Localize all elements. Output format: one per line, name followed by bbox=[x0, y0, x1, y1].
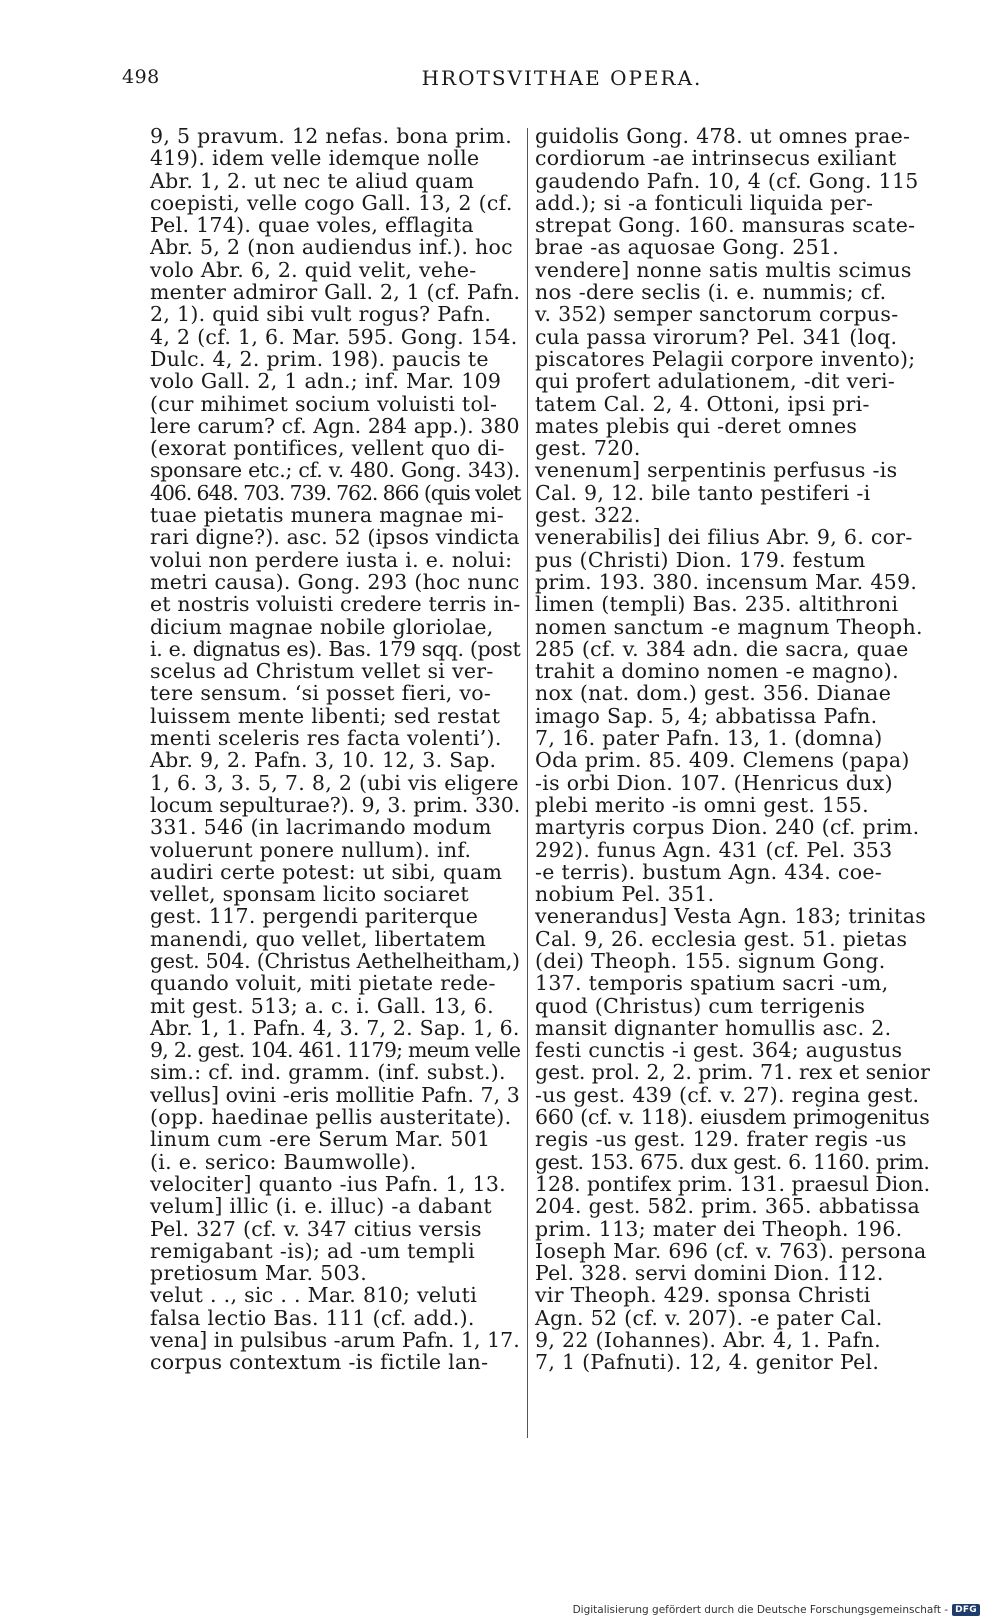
left-column-line: locum sepulturae?). 9, 3. prim. 330. bbox=[150, 792, 521, 817]
left-column-line: coepisti, velle cogo Gall. 13, 2 (cf. bbox=[150, 190, 513, 215]
right-column-line: 660 (cf. v. 118). eiusdem primogenitus bbox=[535, 1105, 930, 1130]
left-column-line: vellet, sponsam licito sociaret bbox=[150, 882, 469, 907]
dfg-logo: DFG bbox=[952, 1604, 980, 1616]
right-column-line: piscatores Pelagii corpore invento); bbox=[535, 346, 916, 371]
left-column-line: audiri certe potest: ut sibi, quam bbox=[150, 859, 503, 884]
left-column-line: Abr. 9, 2. Pafn. 3, 10. 12, 3. Sap. bbox=[150, 748, 497, 773]
left-column-line: (cur mihimet socium voluisti tol- bbox=[150, 391, 498, 416]
left-column-line: (opp. haedinae pellis austeritate). bbox=[150, 1105, 512, 1130]
right-column-line: strepat Gong. 160. mansuras scate- bbox=[535, 213, 916, 238]
right-column-line: 292). funus Agn. 431 (cf. Pel. 353 bbox=[535, 837, 893, 862]
left-column-line: remigabant -is); ad -um templi bbox=[150, 1238, 475, 1263]
left-column-line: 406. 648. 703. 739. 762. 866 (quis volet bbox=[150, 480, 521, 505]
left-column bbox=[150, 125, 520, 1374]
right-column-line: add.); si -a fonticuli liquida per- bbox=[535, 190, 874, 215]
right-column-line: mansit dignanter homullis asc. 2. bbox=[535, 1015, 892, 1040]
left-column-line: Abr. 5, 2 (non audiendus inf.). hoc bbox=[150, 235, 513, 260]
left-column-line: dicium magnae nobile gloriolae, bbox=[150, 614, 494, 639]
left-column-line: mit gest. 513; a. c. i. Gall. 13, 6. bbox=[150, 993, 494, 1018]
right-column-line: Agn. 52 (cf. v. 207). -e pater Cal. bbox=[535, 1305, 883, 1330]
right-column-line: limen (templi) Bas. 235. altithroni bbox=[535, 592, 899, 617]
left-column-line: velociter] quanto -ius Pafn. 1, 13. bbox=[150, 1171, 506, 1196]
left-column-line: Pel. 174). quae voles, efflagita bbox=[150, 213, 474, 238]
right-column-line: v. 352) semper sanctorum corpus- bbox=[535, 302, 899, 327]
left-column-line: 331. 546 (in lacrimando modum bbox=[150, 815, 492, 840]
right-column-line: festi cunctis -i gest. 364; augustus bbox=[535, 1038, 903, 1063]
right-column-line: gest. 153. 675. dux gest. 6. 1160. prim. bbox=[535, 1149, 930, 1174]
right-column-line: 7, 1 (Pafnuti). 12, 4. genitor Pel. bbox=[535, 1350, 880, 1375]
left-column-line: i. e. dignatus es). Bas. 179 sqq. (post bbox=[150, 636, 521, 661]
left-column-line: 2, 1). quid sibi vult rogus? Pafn. bbox=[150, 302, 492, 327]
left-column-line: Abr. 1, 2. ut nec te aliud quam bbox=[150, 168, 475, 193]
right-column-line: prim. 193. 380. incensum Mar. 459. bbox=[535, 569, 918, 594]
right-column-line: vendere] nonne satis multis scimus bbox=[535, 257, 912, 282]
left-column-line: volo Gall. 2, 1 adn.; inf. Mar. 109 bbox=[150, 369, 502, 394]
page-number: 498 bbox=[122, 66, 160, 88]
page-header bbox=[122, 62, 922, 102]
left-column-line: linum cum -ere Serum Mar. 501 bbox=[150, 1127, 491, 1152]
column-divider bbox=[527, 128, 528, 1438]
left-column-line: falsa lectio Bas. 111 (cf. add.). bbox=[150, 1305, 475, 1330]
right-column-line: venerabilis] dei filius Abr. 9, 6. cor- bbox=[535, 525, 913, 550]
right-column-line: 7, 16. pater Pafn. 13, 1. (domna) bbox=[535, 726, 883, 751]
left-column-line: lere carum? cf. Agn. 284 app.). 380 bbox=[150, 413, 520, 438]
right-column-line: venenum] serpentinis perfusus -is bbox=[535, 458, 898, 483]
right-column-line: nox (nat. dom.) gest. 356. Dianae bbox=[535, 681, 892, 706]
right-column-line: martyris corpus Dion. 240 (cf. prim. bbox=[535, 815, 920, 840]
right-column-line: gest. 720. bbox=[535, 436, 641, 461]
left-column-line: 4, 2 (cf. 1, 6. Mar. 595. Gong. 154. bbox=[150, 324, 518, 349]
left-column-line: Dulc. 4, 2. prim. 198). paucis te bbox=[150, 346, 489, 371]
right-column-line: plebi merito -is omni gest. 155. bbox=[535, 792, 869, 817]
left-column-line: pretiosum Mar. 503. bbox=[150, 1261, 368, 1286]
right-column-line: Cal. 9, 26. ecclesia gest. 51. pietas bbox=[535, 926, 908, 951]
right-column-line: Cal. 9, 12. bile tanto pestiferi -i bbox=[535, 480, 871, 505]
running-title: HROTSVITHAE OPERA. bbox=[421, 66, 703, 90]
left-column-line: metri causa). Gong. 293 (hoc nunc bbox=[150, 569, 520, 594]
right-column-line: 128. pontifex prim. 131. praesul Dion. bbox=[535, 1171, 931, 1196]
left-column-line: volui non perdere iusta i. e. nolui: bbox=[150, 547, 513, 572]
left-column-line: 419). idem velle idemque nolle bbox=[150, 146, 480, 171]
credit-text: Digitalisierung gefördert durch die Deutsche Forschungsgemeinschaft - bbox=[572, 1604, 949, 1616]
right-column-line: tatem Cal. 2, 4. Ottoni, ipsi pri- bbox=[535, 391, 870, 416]
right-column-line: (dei) Theoph. 155. signum Gong. bbox=[535, 948, 886, 973]
right-column-line: venerandus] Vesta Agn. 183; trinitas bbox=[535, 904, 927, 929]
left-column-line: volo Abr. 6, 2. quid velit, vehe- bbox=[150, 257, 477, 282]
right-column-line: qui profert adulationem, -dit veri- bbox=[535, 369, 896, 394]
right-column-line: gest. 322. bbox=[535, 503, 641, 528]
right-column-line: quod (Christus) cum terrigenis bbox=[535, 993, 866, 1018]
right-column-line: regis -us gest. 129. frater regis -us bbox=[535, 1127, 907, 1152]
left-column-line: tere sensum. ‘si posset fieri, vo- bbox=[150, 681, 492, 706]
left-column-line: velut . ., sic . . Mar. 810; veluti bbox=[150, 1283, 478, 1308]
left-column-line: (i. e. serico: Baumwolle). bbox=[150, 1149, 417, 1174]
right-column-line: pus (Christi) Dion. 179. festum bbox=[535, 547, 866, 572]
right-column-line: gest. prol. 2, 2. prim. 71. rex et senior bbox=[535, 1060, 930, 1085]
right-column-line: imago Sap. 5, 4; abbatissa Pafn. bbox=[535, 703, 878, 728]
right-column bbox=[535, 125, 930, 1374]
left-column-line: tuae pietatis munera magnae mi- bbox=[150, 503, 505, 528]
left-column-line: vellus] ovini -eris mollitie Pafn. 7, 3 bbox=[150, 1082, 520, 1107]
left-column-line: quando voluit, miti pietate rede- bbox=[150, 971, 496, 996]
right-column-line: Ioseph Mar. 696 (cf. v. 763). persona bbox=[535, 1238, 927, 1263]
left-column-line: gest. 504. (Christus Aethelheitham,) bbox=[150, 948, 520, 973]
left-column-line: 1, 6. 3, 3. 5, 7. 8, 2 (ubi vis eligere bbox=[150, 770, 519, 795]
right-column-line: Pel. 328. servi domini Dion. 112. bbox=[535, 1261, 884, 1286]
right-column-line: 285 (cf. v. 384 adn. die sacra, quae bbox=[535, 636, 909, 661]
left-column-line: luissem mente libenti; sed restat bbox=[150, 703, 501, 728]
left-column-line: gest. 117. pergendi pariterque bbox=[150, 904, 479, 929]
left-column-line: Pel. 327 (cf. v. 347 citius versis bbox=[150, 1216, 482, 1241]
right-column-line: prim. 113; mater dei Theoph. 196. bbox=[535, 1216, 903, 1241]
right-column-line: vir Theoph. 429. sponsa Christi bbox=[535, 1283, 871, 1308]
left-column-line: menti sceleris res facta volenti’). bbox=[150, 726, 502, 751]
left-column-line: vena] in pulsibus -arum Pafn. 1, 17. bbox=[150, 1328, 520, 1353]
right-column-line: gaudendo Pafn. 10, 4 (cf. Gong. 115 bbox=[535, 168, 919, 193]
right-column-line: guidolis Gong. 478. ut omnes prae- bbox=[535, 124, 911, 148]
left-column-line: voluerunt ponere nullum). inf. bbox=[150, 837, 472, 862]
left-column-line: menter admiror Gall. 2, 1 (cf. Pafn. bbox=[150, 280, 521, 305]
right-column-line: cula passa virorum? Pel. 341 (loq. bbox=[535, 324, 898, 349]
right-column-line: cordiorum -ae intrinsecus exiliant bbox=[535, 146, 897, 171]
right-column-line: -us gest. 439 (cf. v. 27). regina gest. bbox=[535, 1082, 920, 1107]
left-column-line: et nostris voluisti credere terris in- bbox=[150, 592, 521, 617]
left-column-line: 9, 2. gest. 104. 461. 1179; meum velle bbox=[150, 1038, 521, 1063]
left-column-line: rari digne?). asc. 52 (ipsos vindicta bbox=[150, 525, 520, 550]
right-column-line: 9, 22 (Iohannes). Abr. 4, 1. Pafn. bbox=[535, 1328, 881, 1353]
left-column-line: corpus contextum -is fictile lan- bbox=[150, 1350, 489, 1375]
right-column-line: trahit a domino nomen -e magno). bbox=[535, 659, 899, 684]
digitization-credit bbox=[573, 1600, 980, 1620]
left-column-line: scelus ad Christum vellet si ver- bbox=[150, 659, 494, 684]
left-column-line: sponsare etc.; cf. v. 480. Gong. 343). bbox=[150, 458, 521, 483]
right-column-line: -is orbi Dion. 107. (Henricus dux) bbox=[535, 770, 893, 795]
left-column-line: (exorat pontifices, vellent quo di- bbox=[150, 436, 505, 461]
right-column-line: mates plebis qui -deret omnes bbox=[535, 413, 858, 438]
right-column-line: nos -dere seclis (i. e. nummis; cf. bbox=[535, 280, 887, 305]
right-column-line: 204. gest. 582. prim. 365. abbatissa bbox=[535, 1194, 921, 1219]
left-column-line: 9, 5 pravum. 12 nefas. bona prim. bbox=[150, 124, 513, 148]
right-column-line: nobium Pel. 351. bbox=[535, 882, 715, 907]
left-column-line: manendi, quo vellet, libertatem bbox=[150, 926, 487, 951]
right-column-line: nomen sanctum -e magnum Theoph. bbox=[535, 614, 923, 639]
left-column-line: Abr. 1, 1. Pafn. 4, 3. 7, 2. Sap. 1, 6. bbox=[150, 1015, 520, 1040]
right-column-line: -e terris). bustum Agn. 434. coe- bbox=[535, 859, 882, 884]
right-column-line: 137. temporis spatium sacri -um, bbox=[535, 971, 889, 996]
left-column-line: sim.: cf. ind. gramm. (inf. subst.). bbox=[150, 1060, 506, 1085]
right-column-line: brae -as aquosae Gong. 251. bbox=[535, 235, 840, 260]
left-column-line: velum] illic (i. e. illuc) -a dabant bbox=[150, 1194, 492, 1219]
right-column-line: Oda prim. 85. 409. Clemens (papa) bbox=[535, 748, 910, 773]
